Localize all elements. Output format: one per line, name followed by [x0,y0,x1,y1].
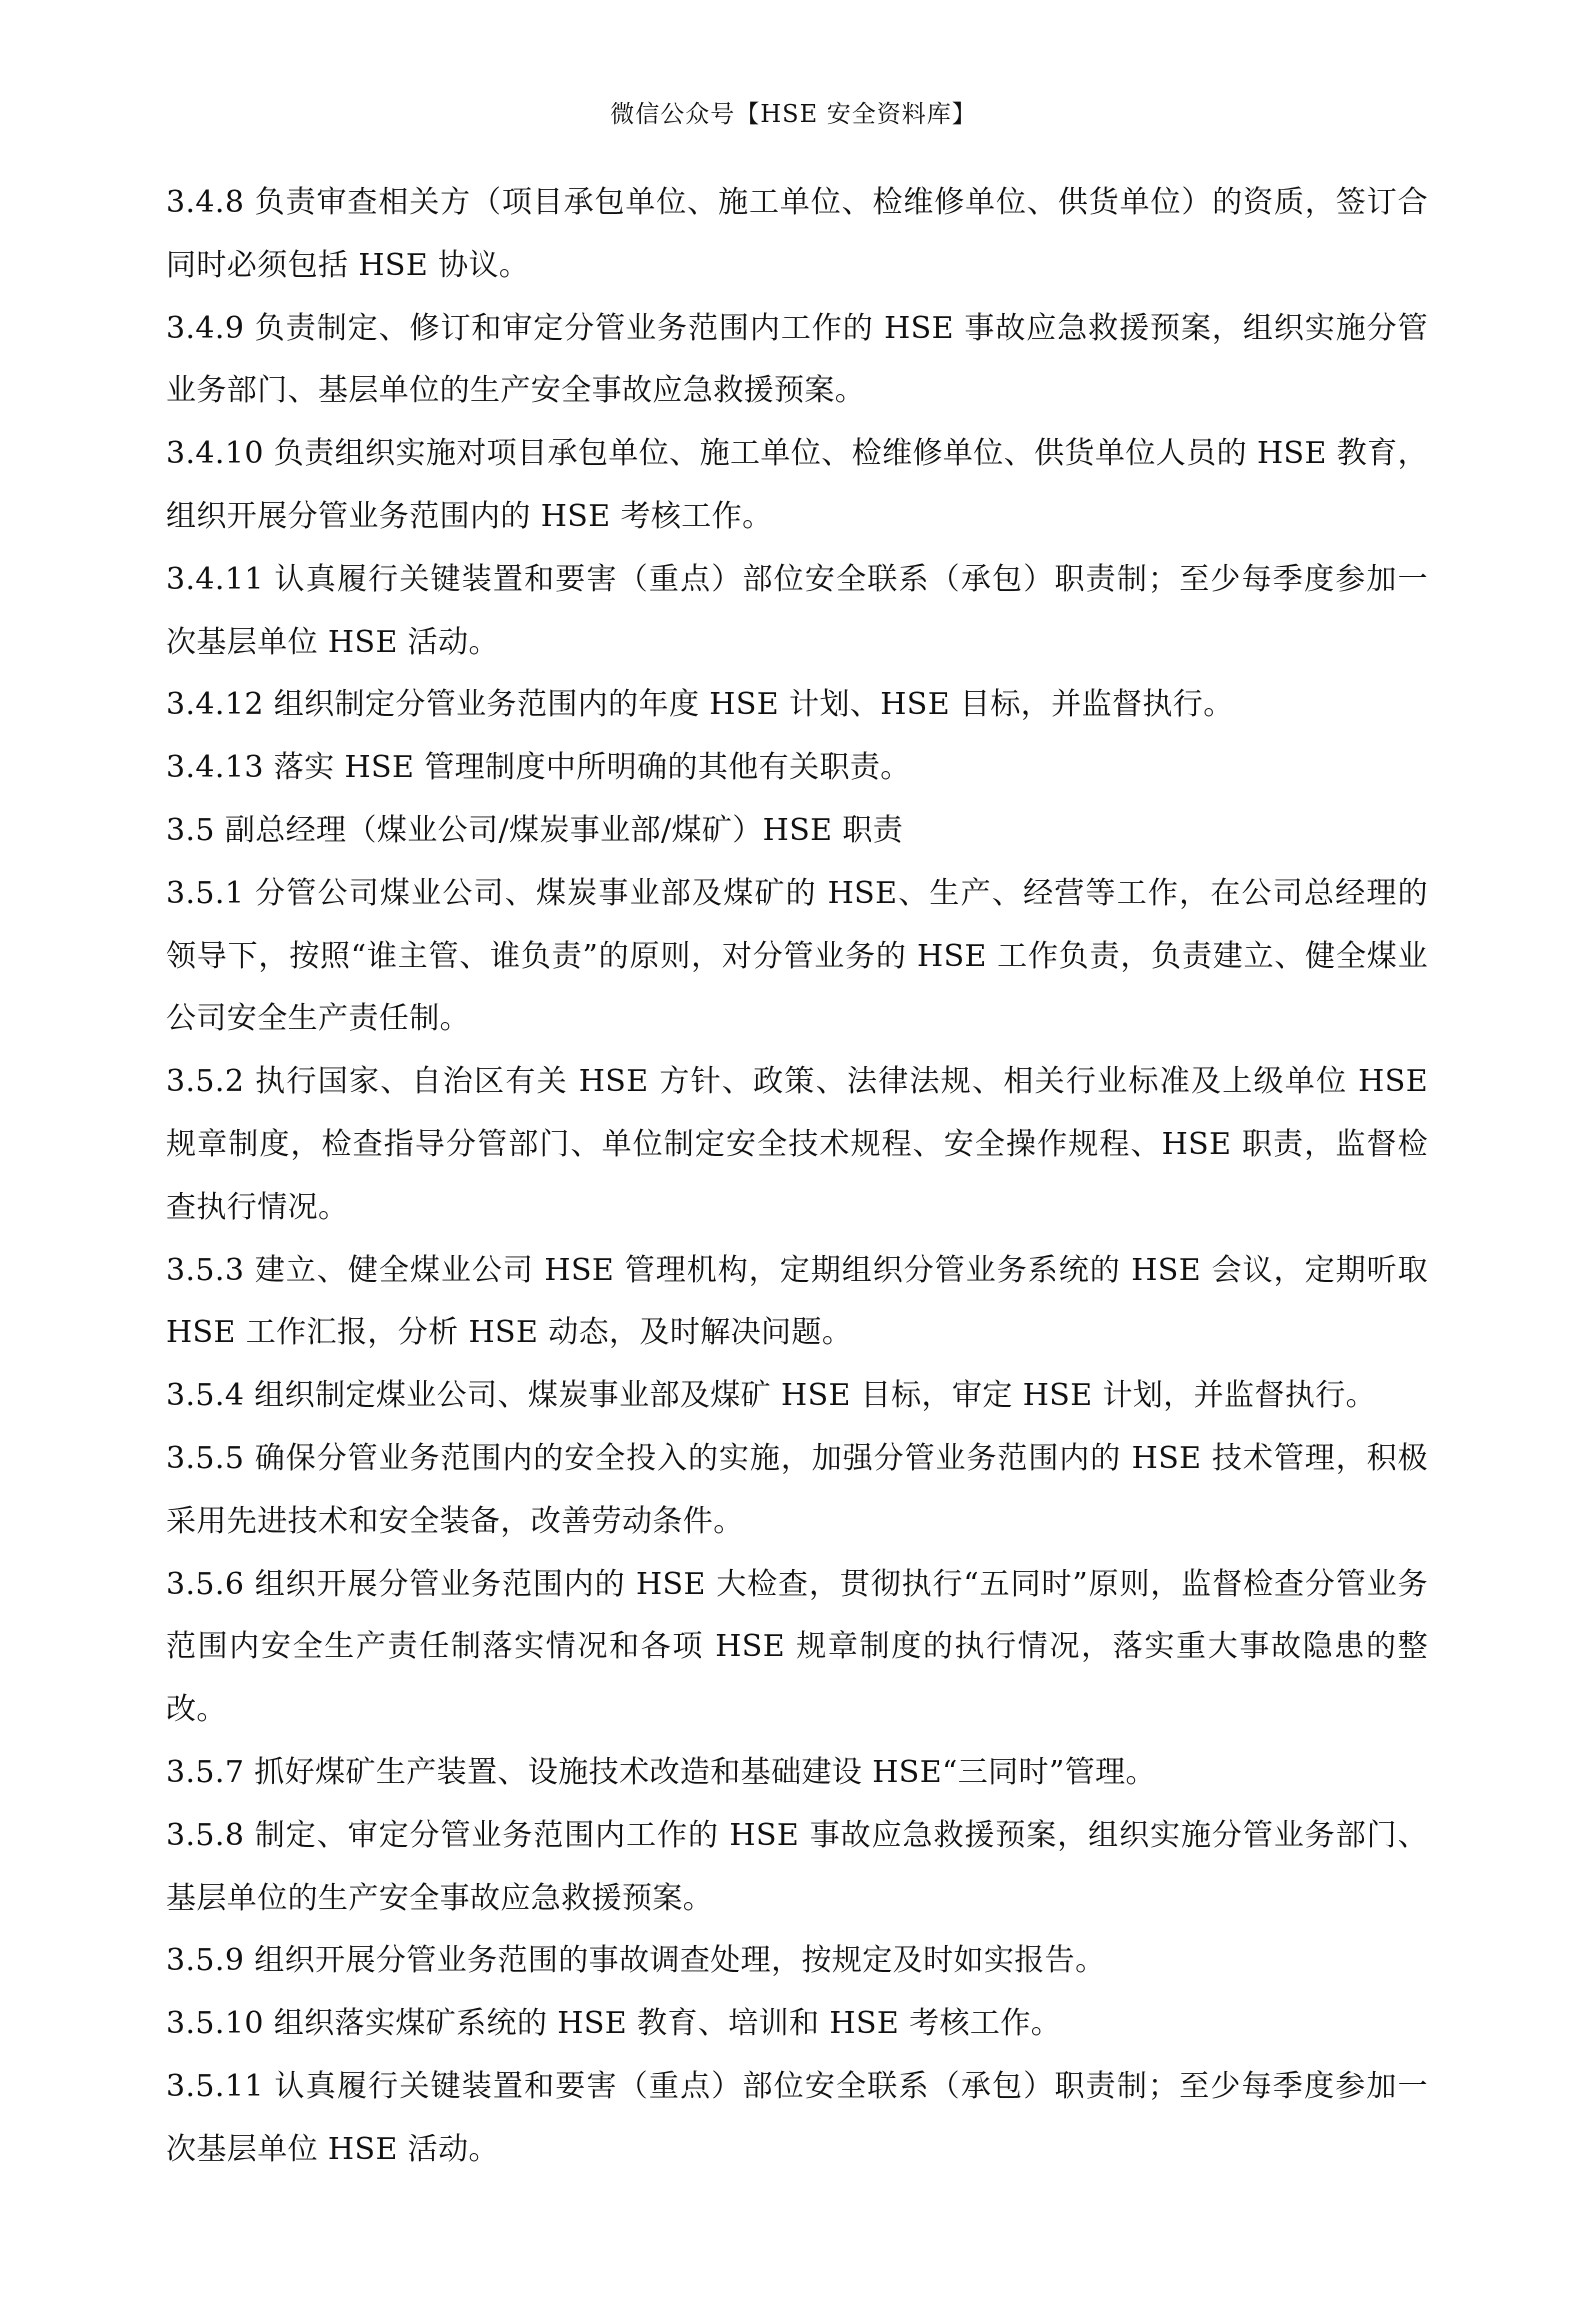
paragraph-3-4-8: 3.4.8 负责审查相关方（项目承包单位、施工单位、检维修单位、供货单位）的资质，签订合同时必须包括 HSE 协议。 [166,185,1428,283]
paragraph-3-5-2: 3.5.2 执行国家、自治区有关 HSE 方针、政策、法律法规、相关行业标准及上级单位 HSE 规章制度，检查指导分管部门、单位制定安全技术规程、安全操作规程、HSE 职责，监督检查执行情况。 [166,1064,1428,1225]
paragraph-3-5-10: 3.5.10 组织落实煤矿系统的 HSE 教育、培训和 HSE 考核工作。 [166,2006,1062,2042]
section-heading-3-5: 3.5 副总经理（煤业公司/煤炭事业部/煤矿）HSE 职责 [166,812,904,848]
paragraph-3-4-13: 3.4.13 落实 HSE 管理制度中所明确的其他有关职责。 [166,750,911,786]
paragraph-3-4-11: 3.4.11 认真履行关键装置和要害（重点）部位安全联系（承包）职责制；至少每季度参加一次基层单位 HSE 活动。 [166,561,1428,660]
paragraph-3-5-7: 3.5.7 抓好煤矿生产装置、设施技术改造和基础建设 HSE“三同时”管理。 [166,1754,1156,1790]
paragraph-3-5-4: 3.5.4 组织制定煤业公司、煤炭事业部及煤矿 HSE 目标，审定 HSE 计划，并监督执行。 [166,1378,1377,1414]
paragraph-3-5-5: 3.5.5 确保分管业务范围内的安全投入的实施，加强分管业务范围内的 HSE 技术管理，积极采用先进技术和安全装备，改善劳动条件。 [166,1440,1428,1539]
paragraph-3-5-3: 3.5.3 建立、健全煤业公司 HSE 管理机构，定期组织分管业务系统的 HSE 会议，定期听取 HSE 工作汇报，分析 HSE 动态，及时解决问题。 [166,1252,1428,1351]
paragraph-3-4-12: 3.4.12 组织制定分管业务范围内的年度 HSE 计划、HSE 目标，并监督执行。 [166,687,1234,723]
paragraph-3-5-8: 3.5.8 制定、审定分管业务范围内工作的 HSE 事故应急救援预案，组织实施分管业务部门、基层单位的生产安全事故应急救援预案。 [166,1817,1428,1916]
paragraph-3-4-9: 3.4.9 负责制定、修订和审定分管业务范围内工作的 HSE 事故应急救援预案，组织实施分管业务部门、基层单位的生产安全事故应急救援预案。 [166,310,1428,409]
paragraph-3-5-11: 3.5.11 认真履行关键装置和要害（重点）部位安全联系（承包）职责制；至少每季度参加一次基层单位 HSE 活动。 [166,2068,1428,2167]
paragraph-3-5-6: 3.5.6 组织开展分管业务范围内的 HSE 大检查，贯彻执行“五同时”原则，监督检查分管业务范围内安全生产责任制落实情况和各项 HSE 规章制度的执行情况，落实重大事故隐患的整改。 [166,1566,1428,1728]
paragraph-3-5-9: 3.5.9 组织开展分管业务范围的事故调查处理，按规定及时如实报告。 [166,1943,1106,1979]
document-body [166,172,1428,2182]
page-header: 微信公众号【HSE 安全资料库】 [610,100,977,128]
paragraph-3-4-10: 3.4.10 负责组织实施对项目承包单位、施工单位、检维修单位、供货单位人员的 HSE 教育，组织开展分管业务范围内的 HSE 考核工作。 [166,436,1428,534]
paragraph-3-5-1: 3.5.1 分管公司煤业公司、煤炭事业部及煤矿的 HSE、生产、经营等工作，在公司总经理的领导下，按照“谁主管、谁负责”的原则，对分管业务的 HSE 工作负责，负责建立、健全煤业公司安全生产责任制。 [166,875,1428,1037]
